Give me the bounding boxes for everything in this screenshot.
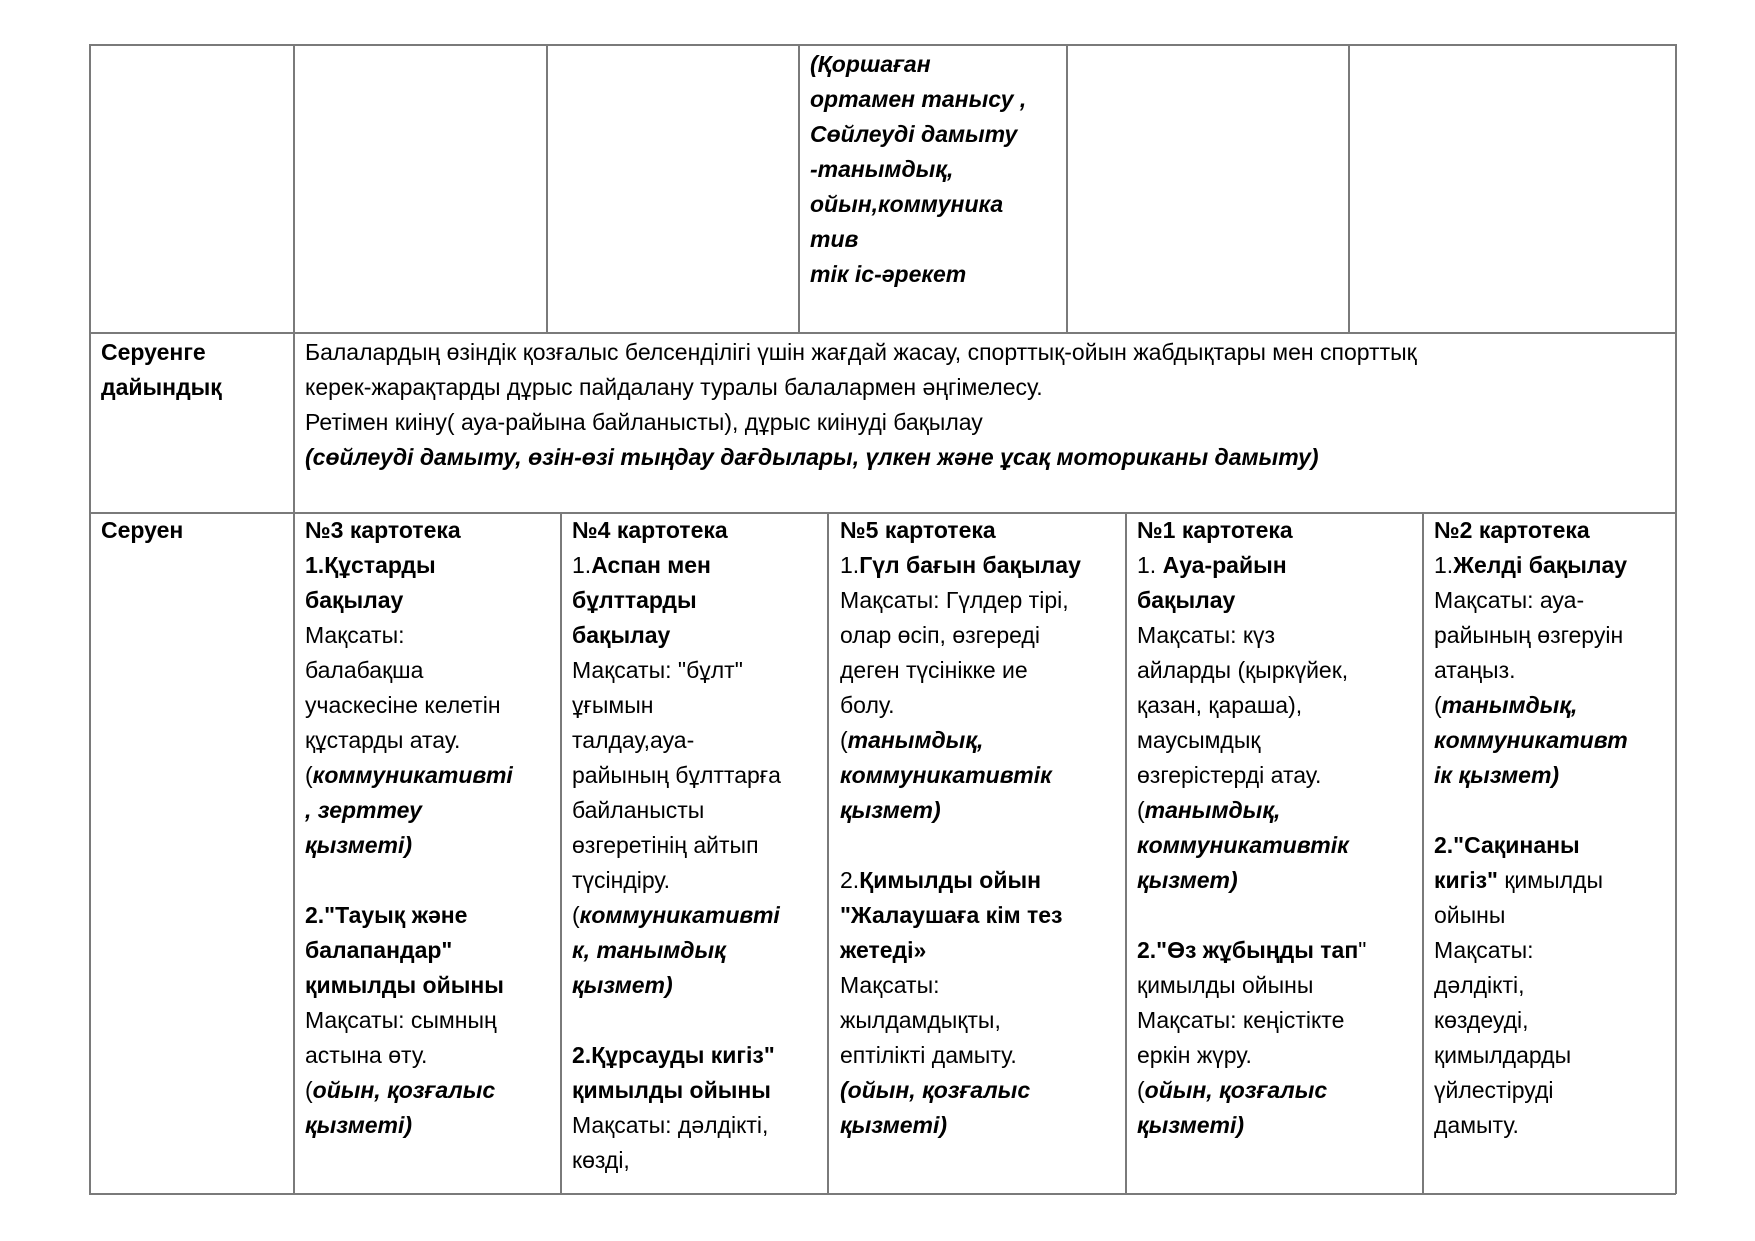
activity-tag: коммуникативті: [579, 902, 780, 928]
goal-line: жылдамдықты,: [840, 1007, 1001, 1033]
goal-line: ептілікті дамыту.: [840, 1042, 1017, 1068]
game-title: Қимылды ойын: [859, 867, 1041, 893]
activity-tag: қызметі): [840, 1112, 948, 1138]
goal-line: көзді,: [572, 1147, 630, 1173]
goal-line: еркін жүру.: [1137, 1042, 1252, 1068]
paren: (: [840, 727, 848, 753]
goal-line: қимылдарды: [1434, 1042, 1572, 1068]
goal-line: Мақсаты: кеңістікте: [1137, 1007, 1345, 1033]
row2-content: [305, 335, 1670, 475]
activity-tag: танымдық,: [847, 727, 984, 753]
row1-note-line: тік іс-әрекет: [810, 261, 967, 287]
game-title: балапандар": [305, 937, 453, 963]
item-number: 2.": [1434, 832, 1465, 858]
goal-line: қазан, қараша),: [1137, 692, 1303, 718]
row3-divider-2: [827, 512, 829, 1194]
goal-line: байланысты: [572, 797, 705, 823]
goal-line: түсіндіру.: [572, 867, 670, 893]
goal-line: Мақсаты: Гүлдер тірі,: [840, 587, 1069, 613]
goal-line: деген түсінікке ие: [840, 657, 1028, 683]
row1-divider-1: [546, 44, 548, 333]
game-type: қимылды ойыны: [1137, 972, 1314, 998]
item-number: 2.: [572, 1042, 592, 1068]
row2-label-line: дайындық: [101, 374, 222, 400]
activity-tag: (ойын, қозғалыс: [840, 1077, 1031, 1103]
observation-title: Желді бақылау: [1453, 552, 1628, 578]
row3-label: Серуен: [101, 517, 184, 543]
row2-line: Балалардың өзіндік қозғалыс белсенділігі үшін жағдай жасау, спорттық-ойын жабдықтары мен спорттық: [305, 339, 1417, 365]
goal-line: ұғымын: [572, 692, 654, 718]
paren: (: [305, 1077, 313, 1103]
card-title: №2 картотека: [1434, 517, 1590, 543]
game-title: Тауық және: [335, 902, 468, 928]
activity-tag: танымдық,: [1441, 692, 1578, 718]
row1-note-line: (Қоршаған: [810, 51, 931, 77]
card-3: [305, 513, 557, 1143]
goal-line: көздеуді,: [1434, 1007, 1529, 1033]
observation-title: бұлттарды: [572, 587, 697, 613]
row1-note-line: ойын,коммуника: [810, 191, 1004, 217]
row1-bottom-border: [89, 332, 1676, 334]
observation-title: бақылау: [572, 622, 671, 648]
item-number: 2.": [1137, 937, 1168, 963]
goal-line: Мақсаты:: [1434, 937, 1534, 963]
game-title: кигіз": [1434, 867, 1498, 893]
goal-line: айларды (қыркүйек,: [1137, 657, 1349, 683]
card-title: №5 картотека: [840, 517, 996, 543]
card-title: №4 картотека: [572, 517, 728, 543]
goal-line: астына өту.: [305, 1042, 428, 1068]
goal-line: учаскесіне келетін: [305, 692, 501, 718]
row3-divider-1: [560, 512, 562, 1194]
goal-line: балабақша: [305, 657, 424, 683]
goal-line: Мақсаты: сымның: [305, 1007, 497, 1033]
activity-tag: ік қызмет): [1434, 762, 1560, 788]
card-2: [1434, 513, 1674, 1143]
row2-label: [101, 335, 291, 405]
goal-line: Мақсаты: күз: [1137, 622, 1276, 648]
goal-line: Мақсаты:: [840, 972, 940, 998]
game-title: Құрсауды кигіз": [591, 1042, 775, 1068]
card-title: №3 картотека: [305, 517, 461, 543]
row1-note-line: Сөйлеуді дамыту: [810, 121, 1018, 147]
game-title-quote: ": [1358, 937, 1367, 963]
goal-line: райының өзгеруін: [1434, 622, 1624, 648]
card-4: [572, 513, 825, 1178]
goal-line: дамыту.: [1434, 1112, 1519, 1138]
row1-activity-note: [810, 47, 1060, 292]
goal-line: Мақсаты: дәлдікті,: [572, 1112, 769, 1138]
row2-label-line: Серуенге: [101, 339, 206, 365]
game-title: жетеді»: [840, 937, 927, 963]
item-number: 1.: [840, 552, 860, 578]
activity-tag: қызмет): [1137, 867, 1238, 893]
goal-line: ойыны: [1434, 902, 1506, 928]
goal-line: құстарды атау.: [305, 727, 461, 753]
row1-note-line: ортамен танысу ,: [810, 86, 1027, 112]
row2-italic-line: (сөйлеуді дамыту, өзін-өзі тыңдау дағдылары, үлкен және ұсақ моториканы дамыту): [305, 444, 1319, 470]
label-column-border: [293, 44, 295, 1194]
observation-title: Аспан мен: [591, 552, 711, 578]
row3-divider-4: [1422, 512, 1424, 1194]
game-title: қимылды ойыны: [572, 1077, 771, 1103]
item-number: 1.: [572, 552, 592, 578]
item-number: 1.: [1434, 552, 1454, 578]
card-title: №1 картотека: [1137, 517, 1293, 543]
observation-title: Гүл бағын бақылау: [859, 552, 1081, 578]
table-left-border: [89, 44, 91, 1194]
goal-line: маусымдық: [1137, 727, 1261, 753]
row1-note-line: тив: [810, 226, 859, 252]
activity-tag: қызмет): [572, 972, 673, 998]
table-top-border: [89, 44, 1676, 46]
activity-tag: к, танымдық: [572, 937, 726, 963]
item-number: 2.": [305, 902, 336, 928]
activity-tag: , зерттеу: [305, 797, 422, 823]
goal-line: райының бұлттарға: [572, 762, 781, 788]
paren: (: [305, 762, 313, 788]
activity-tag: танымдық,: [1144, 797, 1281, 823]
goal-line: дәлдікті,: [1434, 972, 1525, 998]
table-right-border: [1675, 44, 1677, 1194]
activity-tag: коммуникативт: [1434, 727, 1628, 753]
row2-line: Ретімен киіну( ауа-райына байланысты), дұрыс киінуді бақылау: [305, 409, 983, 435]
card-1: [1137, 513, 1421, 1143]
observation-title: бақылау: [305, 587, 404, 613]
goal-line: болу.: [840, 692, 895, 718]
game-title: Сақинаны: [1464, 832, 1580, 858]
paren: (: [1137, 797, 1145, 823]
table-bottom-border: [89, 1193, 1676, 1195]
row2-line: керек-жарақтарды дұрыс пайдалану туралы балалармен әңгімелесу.: [305, 374, 1043, 400]
goal-line: Мақсаты: "бұлт": [572, 657, 743, 683]
row1-divider-3: [1066, 44, 1068, 333]
card-5: [840, 513, 1124, 1143]
activity-tag: ойын, қозғалыс: [1144, 1077, 1328, 1103]
item-number: 2.: [840, 867, 860, 893]
paren: (: [1137, 1077, 1145, 1103]
row1-divider-4: [1348, 44, 1350, 333]
activity-tag: қызмет): [840, 797, 941, 823]
goal-line: атаңыз.: [1434, 657, 1516, 683]
activity-tag: ойын, қозғалыс: [312, 1077, 496, 1103]
observation-title: Құстарды: [324, 552, 436, 578]
item-number: 1.: [305, 552, 325, 578]
observation-title: бақылау: [1137, 587, 1236, 613]
goal-line: талдау,ауа-: [572, 727, 695, 753]
game-type: қимылды: [1497, 867, 1603, 893]
item-number: 1.: [1137, 552, 1157, 578]
goal-line: өзгерістерді атау.: [1137, 762, 1322, 788]
goal-line: үйлестіруді: [1434, 1077, 1554, 1103]
game-title: "Жалаушаға кім тез: [840, 902, 1063, 928]
paren: (: [1434, 692, 1442, 718]
activity-tag: қызметі): [305, 1112, 413, 1138]
row1-note-line: -танымдық,: [810, 156, 954, 182]
row3-divider-3: [1125, 512, 1127, 1194]
activity-tag: қызметі): [305, 832, 413, 858]
goal-line: өзгеретінің айтып: [572, 832, 759, 858]
activity-tag: қызметі): [1137, 1112, 1245, 1138]
activity-tag: коммуникативті: [312, 762, 513, 788]
game-title: Өз жұбыңды тап: [1167, 937, 1359, 963]
observation-title: Ауа-райын: [1156, 552, 1287, 578]
activity-tag: коммуникативтік: [840, 762, 1052, 788]
paren: (: [572, 902, 580, 928]
game-title: қимылды ойыны: [305, 972, 504, 998]
goal-line: Мақсаты:: [305, 622, 405, 648]
goal-line: Мақсаты: ауа-: [1434, 587, 1585, 613]
activity-tag: коммуникативтік: [1137, 832, 1349, 858]
goal-line: олар өсіп, өзгереді: [840, 622, 1040, 648]
row1-divider-2: [798, 44, 800, 333]
